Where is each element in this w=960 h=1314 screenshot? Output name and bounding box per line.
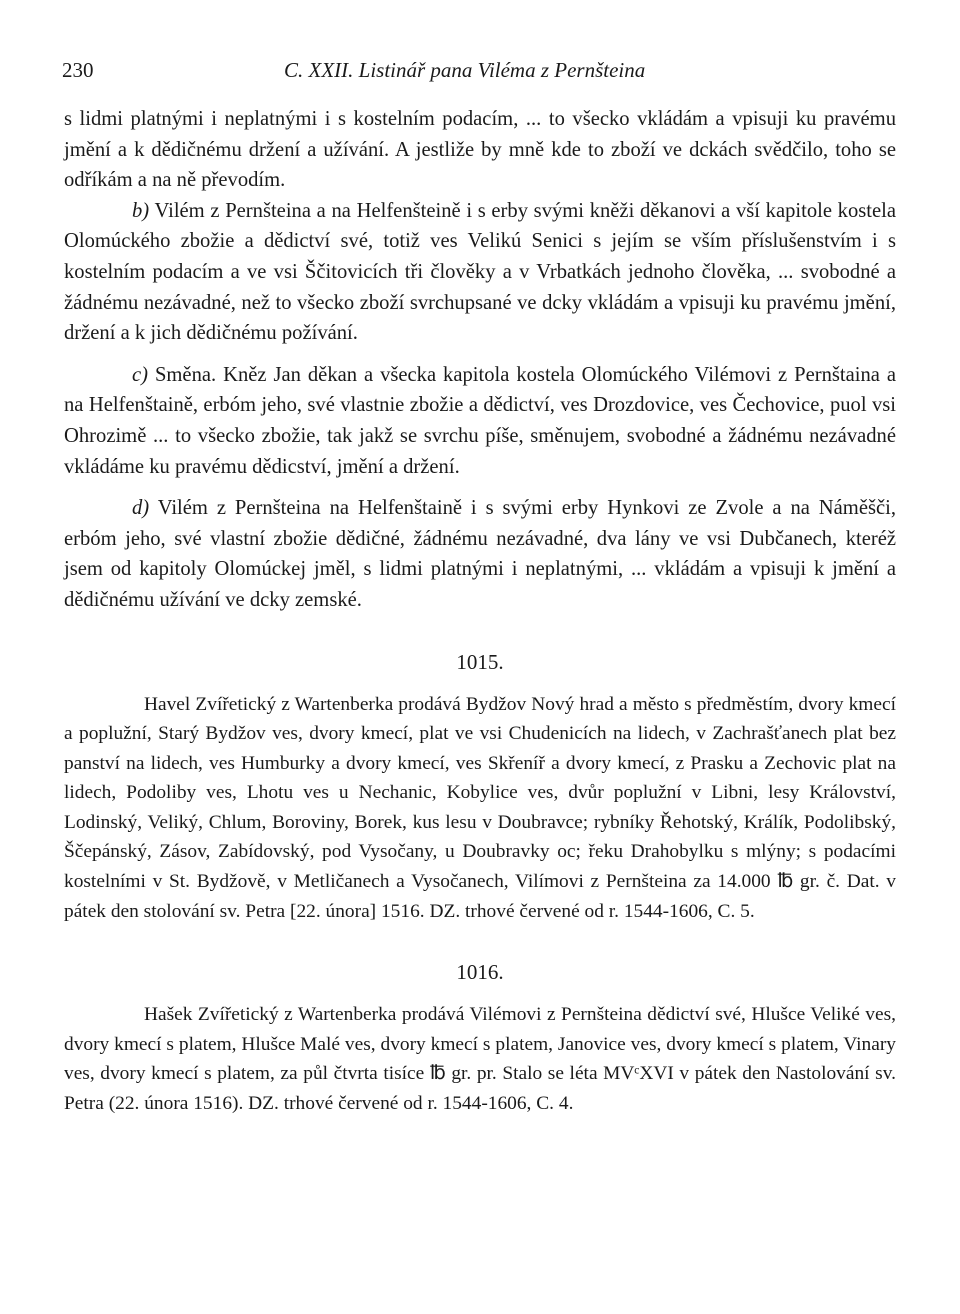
paragraph-marker: b) (132, 199, 150, 222)
paragraph-b (64, 196, 896, 349)
body-text (64, 104, 896, 1119)
entry-regest-1015: Havel Zvířetický z Wartenberka prodává Bydžov Nový hrad a město s předměstím, dvory kmecí a poplužní, Starý Bydžov ves, dvory kmecí, plat ve vsi Chudenicích na lidech, v Zachrašťanech plat bez panství na lidech, ves Humburky a dvory kmecí, ves Skřeníř a dvory kmecí, z Prasku a Zechovic plat na lidech, Podoliby ves, Lhotu ves u Nechanic, Kobylice ves, dvůr poplužní v Libni, lesy Království, Lodinský, Veliký, Chlum, Boroviny, Borek, kus lesu v Doubravce; rybníky Řehotský, Králík, Podolibský, Ščepánský, Zásov, Zabídovský, pod Vysočany, u Doubravky oc; řeku Drahobylku s mlýny; s podacími kostelními v St. Bydžově, v Metličanech a Vysočanech, Vilímovi z Pernšteina za 14.000 ℔ gr. č. Dat. v pátek den stolování sv. Petra [22. února] 1516. DZ. trhové červené od r. 1544-1606, C. 5. (64, 693, 896, 922)
paragraph-marker: c) (132, 363, 148, 386)
paragraph-text: Vilém z Pernšteina na Helfenštaině i s svými erby Hynkovi ze Zvole a na Náměšči, erbóm jeho, své vlastní zbožie dědičné, žádnému nezávadné, dva lány ve vsi Dubčanech, kteréž jsem od kapitoly Olomúckej jměl, s lidmi platnými i neplatnými, ... vkládám a vpisuji k jmění a dědičnému užívání ve dcky zemské. (64, 497, 896, 611)
paragraph-text: Vilém z Pernšteina a na Helfenšteině i s erby svými kněži děkanovi a vší kapitole kostela Olomúckého zbožie a dědictví své, totiž ves Velikú Senici s jejím se vším příslušenstvím i s kostelním podacím a ve vsi Ščitovicích tři člověky a v Vrbatkách jednoho člověka, ... svobodné a žádnému nezávadné, než to všecko zboží svrchupsané ve dcky vkládám a vpisuji ku pravému jmění, držení a k jich dědičnému požívání. (64, 199, 896, 345)
page-number: 230 (62, 58, 94, 82)
paragraph-c (64, 360, 896, 482)
running-head (62, 56, 898, 88)
paragraph-continuation (64, 104, 896, 196)
paragraph-marker: d) (132, 497, 150, 520)
entry-regest-1016: Hašek Zvířetický z Wartenberka prodává Vilémovi z Pernšteina dědictví své, Hlušce Veliké ves, dvory kmecí s platem, Hlušce Malé ves, dvory kmecí s platem, Janovice ves, dvory kmecí s platem, Vinary ves, dvory kmecí s platem, za půl čtvrta tisíce ℔ gr. pr. Stalo se léta MVᶜXVI v pátek den Nastolování sv. Petra (22. února 1516). DZ. trhové červené od r. 1544-1606, C. 4. (64, 1004, 896, 1115)
entry-number-1015: 1015. (456, 649, 504, 674)
paragraph-text: s lidmi platnými i neplatnými i s kostelním podacím, ... to všecko vkládám a vpisuji ku pravému jmění a k dědičnému držení a užívání. A jestliže by mně kde to zboží ve dckách svědčilo, toho se odříkám a na ně převodím. (64, 108, 896, 192)
entry-number-1016: 1016. (456, 960, 504, 985)
paragraph-text: Směna. Kněz Jan děkan a všecka kapitola kostela Olomúckého Vilémovi z Pernštaina a na Helfenštaině, erbóm jeho, své vlastnie zbožie a dědictví, ves Drozdovice, ves Čechovice, puol vsi Ohrozimě ... to všecko zbožie, tak jakž se svrchu píše, směnujem, svobodné a žádnému nezávadné vkládáme ku pravému dědicství, jmění a držení. (64, 363, 897, 478)
running-title: C. XXII. Listinář pana Viléma z Pernšteina (284, 58, 646, 82)
paragraph-d (64, 493, 896, 615)
